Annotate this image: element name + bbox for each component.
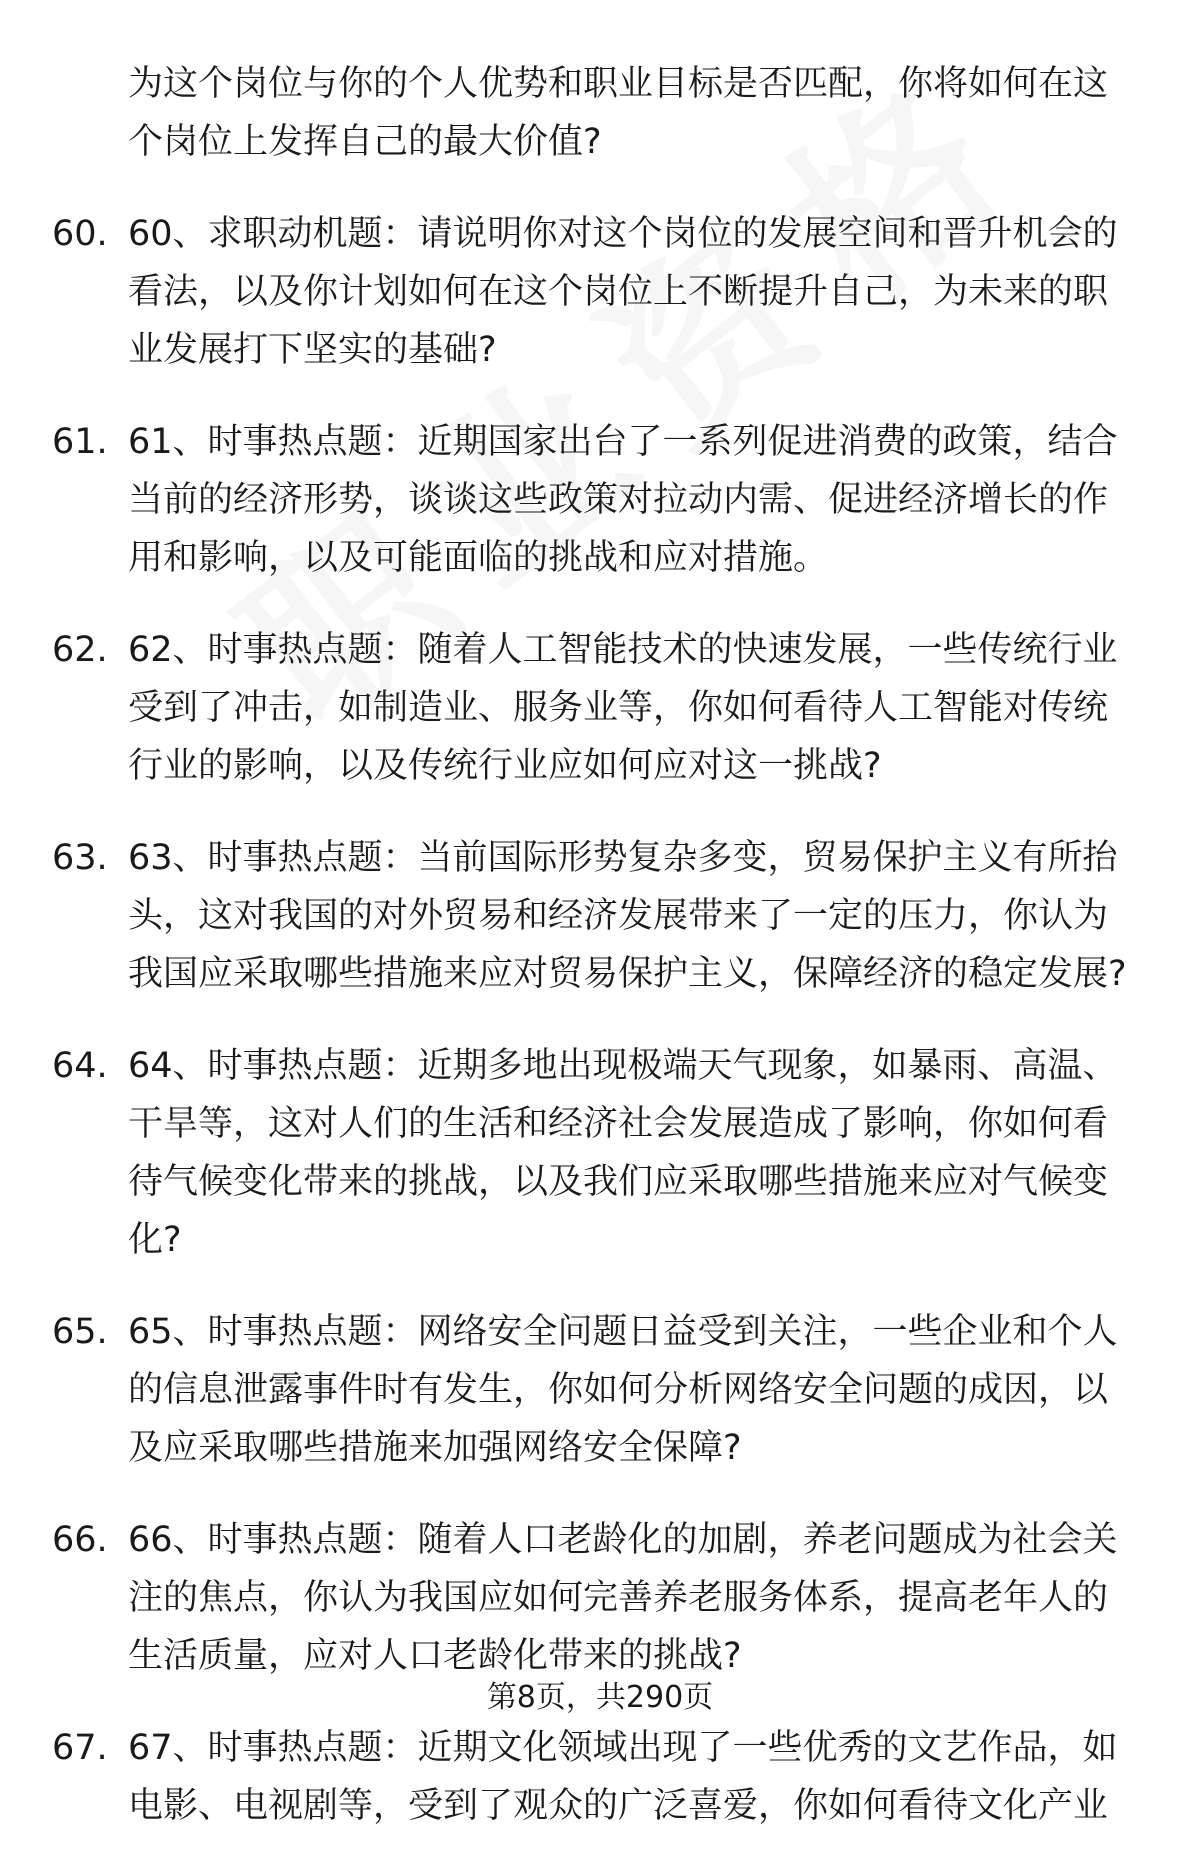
document-content bbox=[0, 55, 1200, 1869]
list-item bbox=[0, 829, 1200, 1003]
list-item-text: 65、时事热点题：网络安全问题日益受到关注，一些企业和个人的信息泄露事件时有发生，你如何分析网络安全问题的成因，以及应采取哪些措施来加强网络安全保障? bbox=[128, 1312, 1118, 1468]
list-item-number: 61. bbox=[52, 422, 108, 462]
list-item bbox=[0, 413, 1200, 587]
list-item-number: 65. bbox=[52, 1312, 108, 1352]
list-item-text: 64、时事热点题：近期多地出现极端天气现象，如暴雨、高温、干旱等，这对人们的生活和经济社会发展造成了影响，你如何看待气候变化带来的挑战，以及我们应采取哪些措施来应对气候变化? bbox=[128, 1046, 1118, 1260]
list-item-text: 67、时事热点题：近期文化领域出现了一些优秀的文艺作品，如电影、电视剧等，受到了观众的广泛喜爱，你如何看待文化产业 bbox=[128, 1728, 1118, 1826]
list-item-number: 67. bbox=[52, 1728, 108, 1768]
list-item-number: 60. bbox=[52, 214, 108, 254]
list-item bbox=[0, 1511, 1200, 1685]
list-item bbox=[0, 1037, 1200, 1269]
list-item-text: 61、时事热点题：近期国家出台了一系列促进消费的政策，结合当前的经济形势，谈谈这些政策对拉动内需、促进经济增长的作用和影响，以及可能面临的挑战和应对措施。 bbox=[128, 422, 1118, 578]
list-item bbox=[0, 205, 1200, 379]
continuation-paragraph: 为这个岗位与你的个人优势和职业目标是否匹配，你将如何在这个岗位上发挥自己的最大价值? bbox=[128, 64, 1109, 162]
list-item-number: 63. bbox=[52, 838, 108, 878]
list-item-text: 63、时事热点题：当前国际形势复杂多变，贸易保护主义有所抬头，这对我国的对外贸易和经济发展带来了一定的压力，你认为我国应采取哪些措施来应对贸易保护主义，保障经济的稳定发展? bbox=[128, 838, 1127, 994]
list-item-number: 66. bbox=[52, 1520, 108, 1560]
list-item-number: 62. bbox=[52, 630, 108, 670]
list-item-text: 60、求职动机题：请说明你对这个岗位的发展空间和晋升机会的看法，以及你计划如何在这个岗位上不断提升自己，为未来的职业发展打下坚实的基础? bbox=[128, 214, 1118, 370]
list-item-text: 62、时事热点题：随着人工智能技术的快速发展，一些传统行业受到了冲击，如制造业、服务业等，你如何看待人工智能对传统行业的影响，以及传统行业应如何应对这一挑战? bbox=[128, 630, 1118, 786]
list-item bbox=[0, 621, 1200, 795]
question-list bbox=[0, 205, 1200, 1835]
list-item-number: 64. bbox=[52, 1046, 108, 1086]
list-item bbox=[0, 1303, 1200, 1477]
page-footer: 第8页，共290页 bbox=[486, 1680, 714, 1715]
list-item bbox=[0, 1719, 1200, 1835]
list-item-text: 66、时事热点题：随着人口老龄化的加剧，养老问题成为社会关注的焦点，你认为我国应如何完善养老服务体系，提高老年人的生活质量，应对人口老龄化带来的挑战? bbox=[128, 1520, 1118, 1676]
